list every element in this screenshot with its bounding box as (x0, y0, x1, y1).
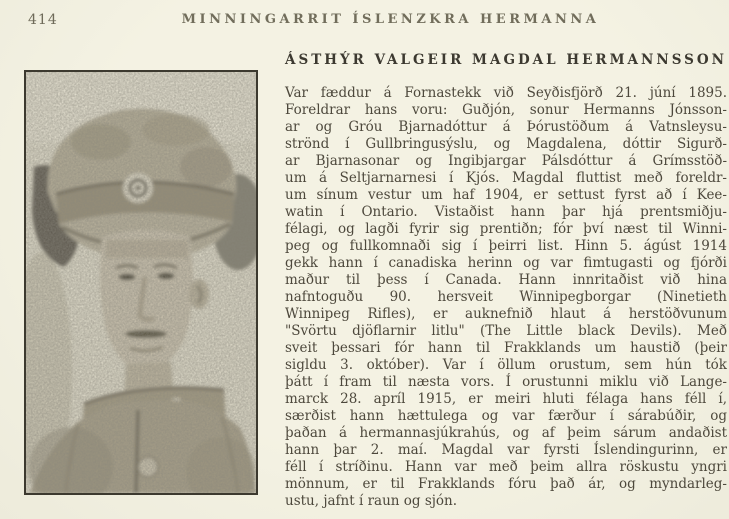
body-text-line: um sínum vestur um haf 1904, er settust fyrst að í Kee- (285, 187, 727, 203)
body-text-line: mönnum, er til Frakklands fóru það ár, og myndarleg- (285, 476, 727, 492)
page-number: 414 (28, 12, 58, 28)
soldier-portrait-illustration (26, 72, 256, 493)
body-text-line: watin í Ontario. Vistaðist hann þar hjá prentsmiðju- (285, 204, 727, 220)
body-text-line: um á Seltjarnarnesi í Kjós. Magdal fluttist með foreldr- (285, 170, 727, 186)
body-text-line: ar Bjarnasonar og Ingibjargar Pálsdóttur á Grímsstöð- (285, 153, 727, 169)
running-header: MINNINGARRIT ÍSLENZKRA HERMANNA (181, 12, 600, 27)
article-title: ÁSTHÝR VALGEIR MAGDAL HERMANNSSON (285, 52, 728, 68)
article (285, 52, 727, 510)
body-text-line: félagi, og lagði fyrir sig prentiðn; fór því næst til Winni- (285, 221, 727, 237)
body-text-line: Var fæddur á Fornastekk við Seyðisfjörð 21. júní 1895. (285, 85, 727, 101)
body-text-line: strönd í Gullbringusýslu, og Magdalena, dóttir Sigurð- (285, 136, 727, 152)
body-text-line: gekk hann í canadiska herinn og var fimtugasti og fjórði (285, 255, 727, 271)
body-text-line: ustu, jafnt í raun og sjón. (285, 493, 458, 509)
article-body (285, 85, 727, 510)
body-text-line: sveit þessari fór hann til Frakklands um haustið (þeir (285, 340, 727, 356)
body-text-line: féll í stríðinu. Hann var með þeim allra röskustu yngri (285, 459, 727, 475)
body-text-line: Foreldrar hans voru: Guðjón, sonur Hermanns Jónsson- (285, 102, 727, 118)
body-text-line: marck 28. apríl 1915, er meiri hluti félaga hans féll í, (285, 391, 727, 407)
body-text-line: "Svörtu djöflarnir litlu" (The Little black Devils). Með (285, 323, 727, 339)
body-text-line: ar og Gróu Bjarnadóttur á Þórustöðum á Vatnsleysu- (285, 119, 727, 135)
body-text-line: hann þar 2. maí. Magdal var fyrsti Íslendingurinn, er (285, 442, 727, 458)
body-text-line: nafntoguðu 90. hersveit Winnipegborgar (Ninetieth (285, 289, 727, 305)
body-text-line: þaðan á hermannasjúkrahús, og af þeim sárum andaðist (285, 425, 727, 441)
body-text-line: maður til þess í Canada. Hann innritaðist við hina (285, 272, 727, 288)
body-text-line: þátt í fram til næsta vors. Í orustunni miklu við Lange- (285, 374, 727, 390)
body-text-line: Winnipeg Rifles), er auknefnið hlaut á herstöðvunum (285, 306, 727, 322)
body-text-line: peg og fullkomnaði sig í þeirri list. Hinn 5. ágúst 1914 (285, 238, 727, 254)
soldier-portrait-photo (24, 70, 258, 495)
body-text-line: særðist hann hættulega og var færður í sárabúðir, og (285, 408, 727, 424)
body-text-line: sigldu 3. október). Var í öllum orustum, sem hún tók (285, 357, 727, 373)
